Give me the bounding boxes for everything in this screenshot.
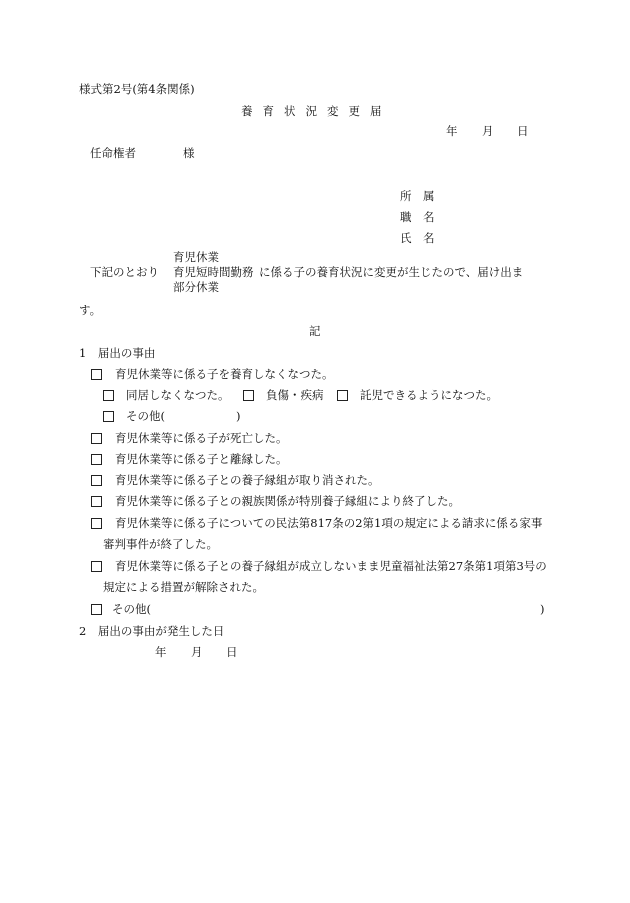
leave-option-short-hours: 育児短時間勤務 [173, 265, 254, 279]
reason-civil-code-line2: 審判事件が終了した。 [103, 537, 218, 551]
reason-civil-code-line1: 育児休業等に係る子についての民法第817条の2第1項の規定による請求に係る家事 [115, 516, 543, 530]
form-number: 様式第2号(第4条関係) [79, 82, 195, 96]
reason-other: その他( [112, 602, 151, 616]
checkbox-no-cohabit[interactable] [103, 390, 114, 401]
reason-child-died: 育児休業等に係る子が死亡した。 [115, 431, 288, 445]
intro-lead: 下記のとおり [90, 265, 159, 279]
occurrence-day: 日 [226, 645, 238, 659]
reason-other-close: ) [540, 602, 545, 616]
checkbox-adoption-revoked[interactable] [91, 475, 102, 486]
occurrence-month: 月 [191, 645, 203, 659]
leave-option-childcare: 育児休業 [173, 250, 219, 264]
reason-sub-other: その他( [126, 409, 165, 423]
checkbox-other[interactable] [91, 604, 102, 615]
occurrence-year: 年 [155, 645, 167, 659]
reason-daycare: 託児できるようになつた。 [360, 388, 498, 402]
ki-heading: 記 [309, 324, 321, 338]
reason-special-adoption: 育児休業等に係る子との親族関係が特別養子縁組により終了した。 [115, 494, 460, 508]
checkbox-child-welfare[interactable] [91, 561, 102, 572]
intro-continuation: す。 [79, 303, 102, 317]
reason-dissolved: 育児休業等に係る子と離縁した。 [115, 452, 288, 466]
checkbox-civil-code[interactable] [91, 518, 102, 529]
reason-child-welfare-line1: 育児休業等に係る子との養子縁組が成立しないまま児童福祉法第27条第1項第3号の [115, 559, 547, 573]
section2-heading: 2 届出の事由が発生した日 [79, 624, 225, 638]
date-day: 日 [517, 124, 529, 138]
reason-no-longer-raising: 育児休業等に係る子を養育しなくなつた。 [115, 367, 334, 381]
date-month: 月 [482, 124, 494, 138]
intro-tail: に係る子の養育状況に変更が生じたので、届け出ま [259, 265, 524, 279]
section1-heading: 1 届出の事由 [79, 346, 156, 360]
form-title: 養育状況変更届 [241, 104, 392, 118]
checkbox-injury[interactable] [243, 390, 254, 401]
reason-adoption-revoked: 育児休業等に係る子との養子縁組が取り消された。 [115, 473, 380, 487]
name-label: 氏 名 [400, 231, 435, 245]
reason-no-cohabit: 同居しなくなつた。 [126, 388, 230, 402]
leave-option-partial: 部分休業 [173, 280, 219, 294]
checkbox-child-died[interactable] [91, 433, 102, 444]
position-label: 職 名 [400, 210, 435, 224]
reason-injury: 負傷・疾病 [266, 388, 324, 402]
checkbox-sub-other[interactable] [103, 411, 114, 422]
honorific: 様 [183, 146, 195, 160]
checkbox-no-longer-raising[interactable] [91, 369, 102, 380]
reason-sub-other-close: ) [236, 409, 241, 423]
reason-child-welfare-line2: 規定による措置が解除された。 [103, 580, 264, 594]
affiliation-label: 所 属 [400, 189, 435, 203]
addressee: 任命権者 [90, 146, 136, 160]
date-year: 年 [446, 124, 458, 138]
checkbox-daycare[interactable] [337, 390, 348, 401]
checkbox-special-adoption[interactable] [91, 496, 102, 507]
checkbox-dissolved[interactable] [91, 454, 102, 465]
